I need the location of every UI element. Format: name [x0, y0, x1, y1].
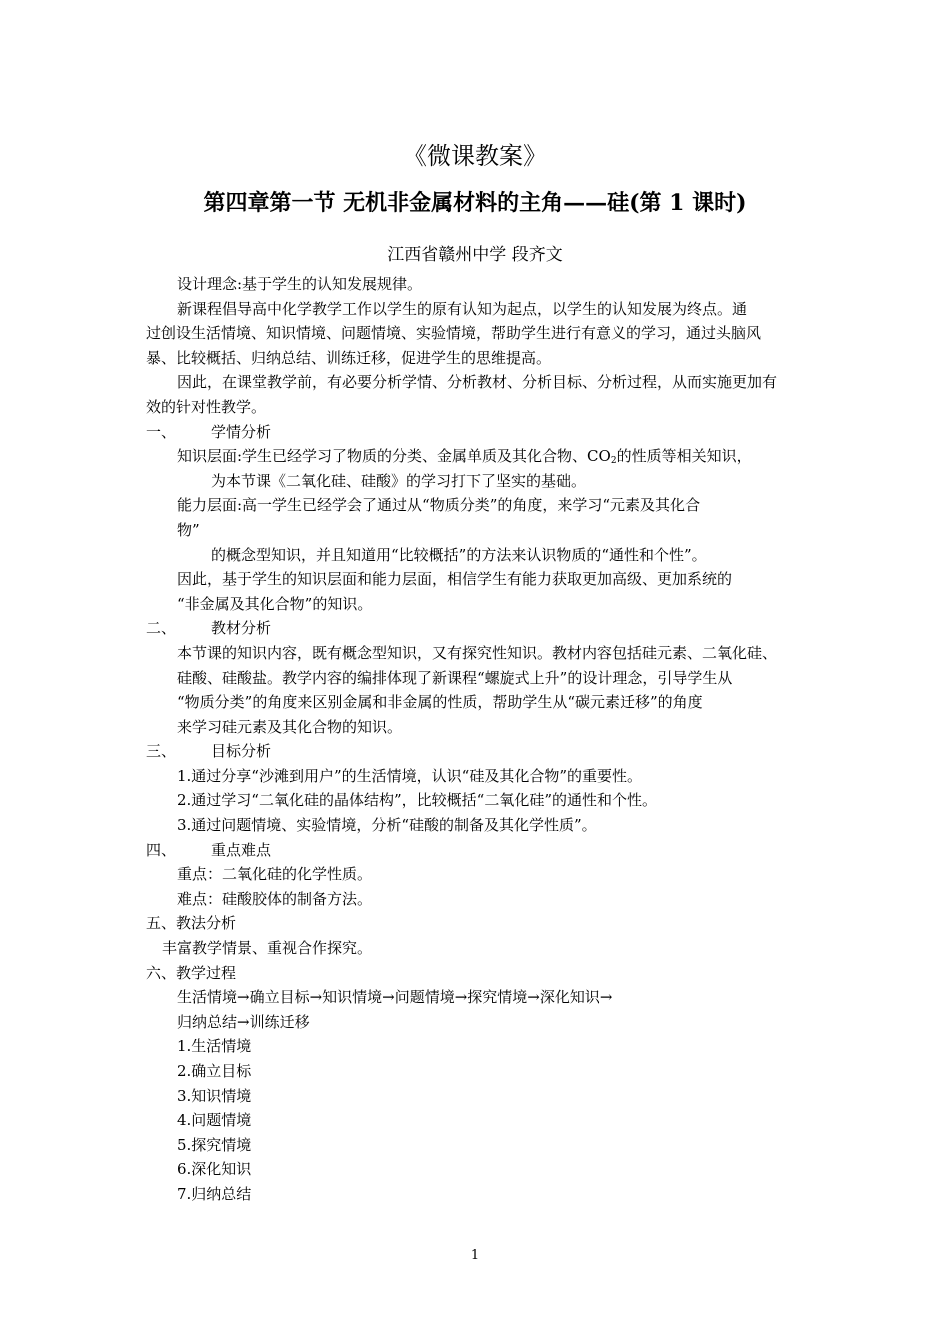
conclusion-line: 因此，基于学生的知识层面和能力层面，相信学生有能力获取更加高级、更加系统的 — [177, 570, 733, 589]
process-step: 2.确立目标 — [177, 1062, 252, 1080]
process-step: 3.知识情境 — [177, 1086, 252, 1105]
process-step: 4.问题情境 — [177, 1111, 252, 1130]
lesson-title: 第四章第一节 无机非金属材料的主角——硅(第 1 课时) — [203, 190, 747, 216]
goal-item: 1.通过分享“沙滩到用户”的生活情境，认识“硅及其化合物”的重要性。 — [177, 766, 642, 785]
section-title: 目标分析 — [211, 742, 272, 761]
knowledge-level-line — [146, 444, 816, 469]
section-number: 三、 — [146, 742, 177, 761]
textbook-analysis-line: 本节课的知识内容，既有概念型知识，又有探究性知识。教材内容包括硅元素、二氧化硅、 — [177, 643, 778, 662]
intro-paragraph-line: 过创设生活情境、知识情境、问题情境、实验情境，帮助学生进行有意义的学习，通过头脑风 — [146, 324, 762, 343]
document-body — [146, 272, 816, 1207]
process-step: 5.探究情境 — [177, 1135, 252, 1154]
intro-paragraph-line: 因此，在课堂教学前，有必要分析学情、分析教材、分析目标、分析过程，从而实施更加有 — [177, 373, 778, 392]
section-heading: 六、教学过程 — [146, 963, 237, 982]
section-number: 二、 — [146, 619, 177, 638]
ability-level-line: 的概念型知识，并且知道用“比较概括”的方法来认识物质的“通性和个性”。 — [211, 545, 707, 564]
section-title: 学情分析 — [211, 422, 272, 441]
ability-level-line: 物” — [177, 520, 200, 539]
section-number: 四、 — [146, 840, 177, 859]
process-step: 6.深化知识 — [177, 1160, 252, 1179]
section-heading — [146, 616, 816, 641]
textbook-analysis-line: 来学习硅元素及其化合物的知识。 — [177, 717, 403, 736]
subscript: 2 — [610, 456, 617, 467]
intro-paragraph-line: 效的针对性教学。 — [146, 397, 267, 416]
process-step: 1.生活情境 — [177, 1037, 252, 1056]
intro-paragraph-line: 暴、比较概括、归纳总结、训练迁移，促进学生的思维提高。 — [146, 348, 552, 367]
intro-paragraph-line: 新课程倡导高中化学教学工作以学生的原有认知为起点，以学生的认知发展为终点。通 — [177, 299, 748, 318]
text-fragment: 知识层面:学生已经学习了物质的分类、金属单质及其化合物、CO — [177, 447, 611, 466]
teaching-method-text: 丰富教学情景、重视合作探究。 — [162, 939, 373, 958]
process-flow-line: 生活情境→确立目标→知识情境→问题情境→探究情境→深化知识→ — [177, 988, 613, 1007]
page-number: 1 — [470, 1248, 480, 1263]
key-point: 重点：二氧化硅的化学性质。 — [177, 865, 373, 884]
goal-item: 3.通过问题情境、实验情境，分析“硅酸的制备及其化学性质”。 — [177, 816, 597, 835]
section-number: 一、 — [146, 422, 177, 441]
section-heading — [146, 739, 816, 764]
section-heading: 五、教法分析 — [146, 914, 237, 933]
ability-level-line: 能力层面:高一学生已经学会了通过从“物质分类”的角度，来学习“元素及其化合 — [177, 496, 701, 515]
section-title: 重点难点 — [211, 840, 272, 859]
difficult-point: 难点：硅酸胶体的制备方法。 — [177, 889, 373, 908]
design-concept: 设计理念:基于学生的认知发展规律。 — [177, 275, 423, 293]
text-fragment: 的性质等相关知识， — [616, 447, 752, 466]
process-step: 7.归纳总结 — [177, 1184, 252, 1203]
knowledge-level-line: 为本节课《二氧化硅、硅酸》的学习打下了坚实的基础。 — [211, 471, 587, 490]
section-heading — [146, 420, 816, 445]
textbook-analysis-line: 硅酸、硅酸盐。教学内容的编排体现了新课程“螺旋式上升”的设计理念，引导学生从 — [177, 668, 733, 687]
author-line: 江西省赣州中学 段齐文 — [387, 245, 563, 265]
conclusion-line: “非金属及其化合物”的知识。 — [177, 594, 373, 613]
process-flow-line: 归纳总结→训练迁移 — [177, 1012, 310, 1031]
textbook-analysis-line: “物质分类”的角度来区别金属和非金属的性质，帮助学生从“碳元素迁移”的角度 — [177, 693, 703, 712]
section-title: 教材分析 — [211, 619, 272, 638]
section-heading — [146, 838, 816, 863]
goal-item: 2.通过学习“二氧化硅的晶体结构”，比较概括“二氧化硅”的通性和个性。 — [177, 791, 657, 810]
document-title: 《微课教案》 — [403, 142, 547, 170]
